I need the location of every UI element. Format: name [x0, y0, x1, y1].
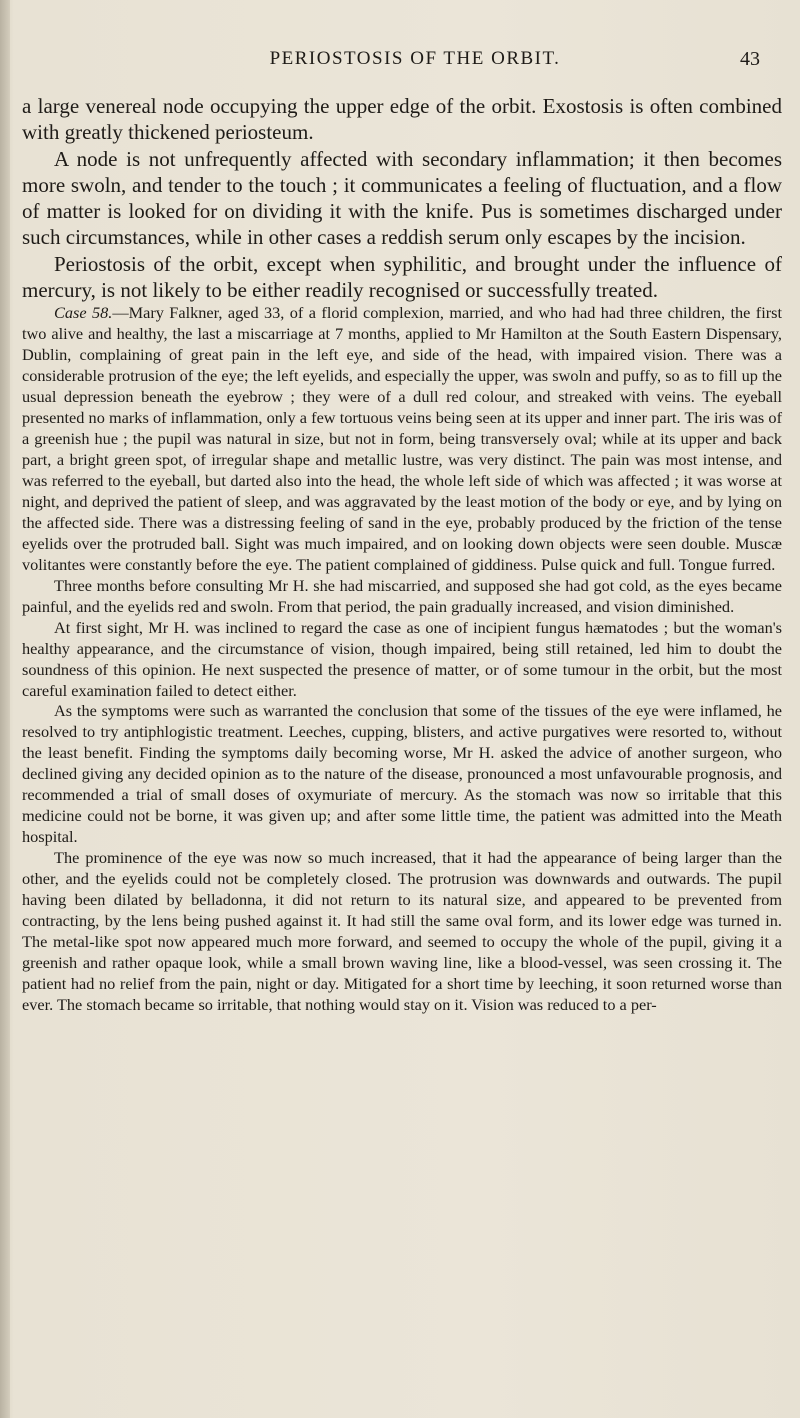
paragraph-node-inflammation: A node is not unfrequently affected with secondary inflammation; it then becomes more swoln, and tender to the touch ; it communicates a feeling of fluctuation, and a flow of matter is looked for on dividing it with the knife. Pus is sometimes discharged under such circumstances, while in other cases a reddish serum only escapes by the incision.	[22, 146, 782, 250]
case-label: Case 58.	[54, 303, 113, 323]
paragraph-exostosis: a large venereal node occupying the upper edge of the orbit. Exostosis is often combined with greatly thickened periosteum.	[22, 94, 782, 145]
page-gutter	[0, 0, 10, 1418]
body-text	[22, 93, 782, 1016]
page-number: 43	[740, 48, 760, 70]
paragraph-case-58	[22, 303, 782, 575]
paragraph-history: Three months before consulting Mr H. she had miscarried, and supposed she had got cold, as the eyes became painful, and the eyelids red and swoln. From that period, the pain gradually increased, and vision diminished.	[22, 575, 782, 616]
paragraph-prominence: The prominence of the eye was now so much increased, that it had the appearance of being larger than the other, and the eyelids could not be completely closed. The protrusion was downwards and outwards. The pupil having been dilated by belladonna, it did not return to its natural size, and appeared to be prevented from contracting, by the lens being pushed against it. It had still the same oval form, and its lower edge was turned in. The metal-like spot now appeared much more forward, and seemed to occupy the whole of the pupil, giving it a greenish and rather opaque look, while a small brown waving line, like a blood-vessel, was seen crossing it. The patient had no relief from the pain, night or day. Mitigated for a short time by leeching, it soon returned worse than ever. The stomach became so irritable, that nothing would stay on it. Vision was reduced to a per-	[22, 848, 782, 1014]
running-head: PERIOSTOSIS OF THE ORBIT.	[269, 48, 561, 69]
paragraph-periostosis: Periostosis of the orbit, except when syphilitic, and brought under the influence of mercury, is not likely to be either readily recognised or successfully treated.	[22, 251, 782, 303]
paragraph-treatment: As the symptoms were such as warranted the conclusion that some of the tissues of the eye were inflamed, he resolved to try antiphlogistic treatment. Leeches, cupping, blisters, and active purgatives were resorted to, without the least benefit. Finding the symptoms daily becoming worse, Mr H. asked the advice of another surgeon, who declined giving any decided opinion as to the nature of the disease, pronounced a most unfavourable prognosis, and recommended a trial of small doses of oxymuriate of mercury. As the stomach was now so irritable that this medicine could not be borne, it was given up; and after some little time, the patient was admitted into the Meath hospital.	[22, 701, 782, 847]
page-header	[70, 48, 760, 78]
paragraph-first-sight: At first sight, Mr H. was inclined to regard the case as one of incipient fungus hæmatodes ; but the woman's healthy appearance, and the circumstance of vision, though impaired, being still retained, led him to doubt the soundness of this opinion. He next suspected the presence of matter, or of some tumour in the orbit, but the most careful examination failed to detect either.	[22, 617, 782, 700]
case-description: —Mary Falkner, aged 33, of a florid complexion, married, and who had had three children, the first two alive and healthy, the last a miscarriage at 7 months, applied to Mr Hamilton at the South Eastern Dispensary, Dublin, complaining of great pain in the left eye, and side of the head, with impaired vision. There was a considerable protrusion of the eye; the left eyelids, and especially the upper, was swoln and puffy, so as to fill up the usual depression beneath the eyebrow ; they were of a dull red colour, and streaked with veins. The eyeball presented no marks of inflammation, only a few tortuous veins being seen at its upper and inner part. The iris was of a greenish hue ; the pupil was natural in size, but not in form, being transversely oval; while at its upper and back part, a bright green spot, of irregular shape and metallic lustre, was very distinct. The pain was most intense, and was referred to the eyeball, but darted also into the head, the whole left side of which was affected ; it was worse at night, and deprived the patient of sleep, and was aggravated by the least motion of the body or eye, and by lying on the affected side. There was a distressing feeling of sand in the eye, probably produced by the friction of the tense eyelids over the protruded ball. Sight was much impaired, and on looking down objects were seen double. Muscæ volitantes were constantly before the eye. The patient complained of giddiness. Pulse quick and full. Tongue furred.	[22, 303, 783, 574]
